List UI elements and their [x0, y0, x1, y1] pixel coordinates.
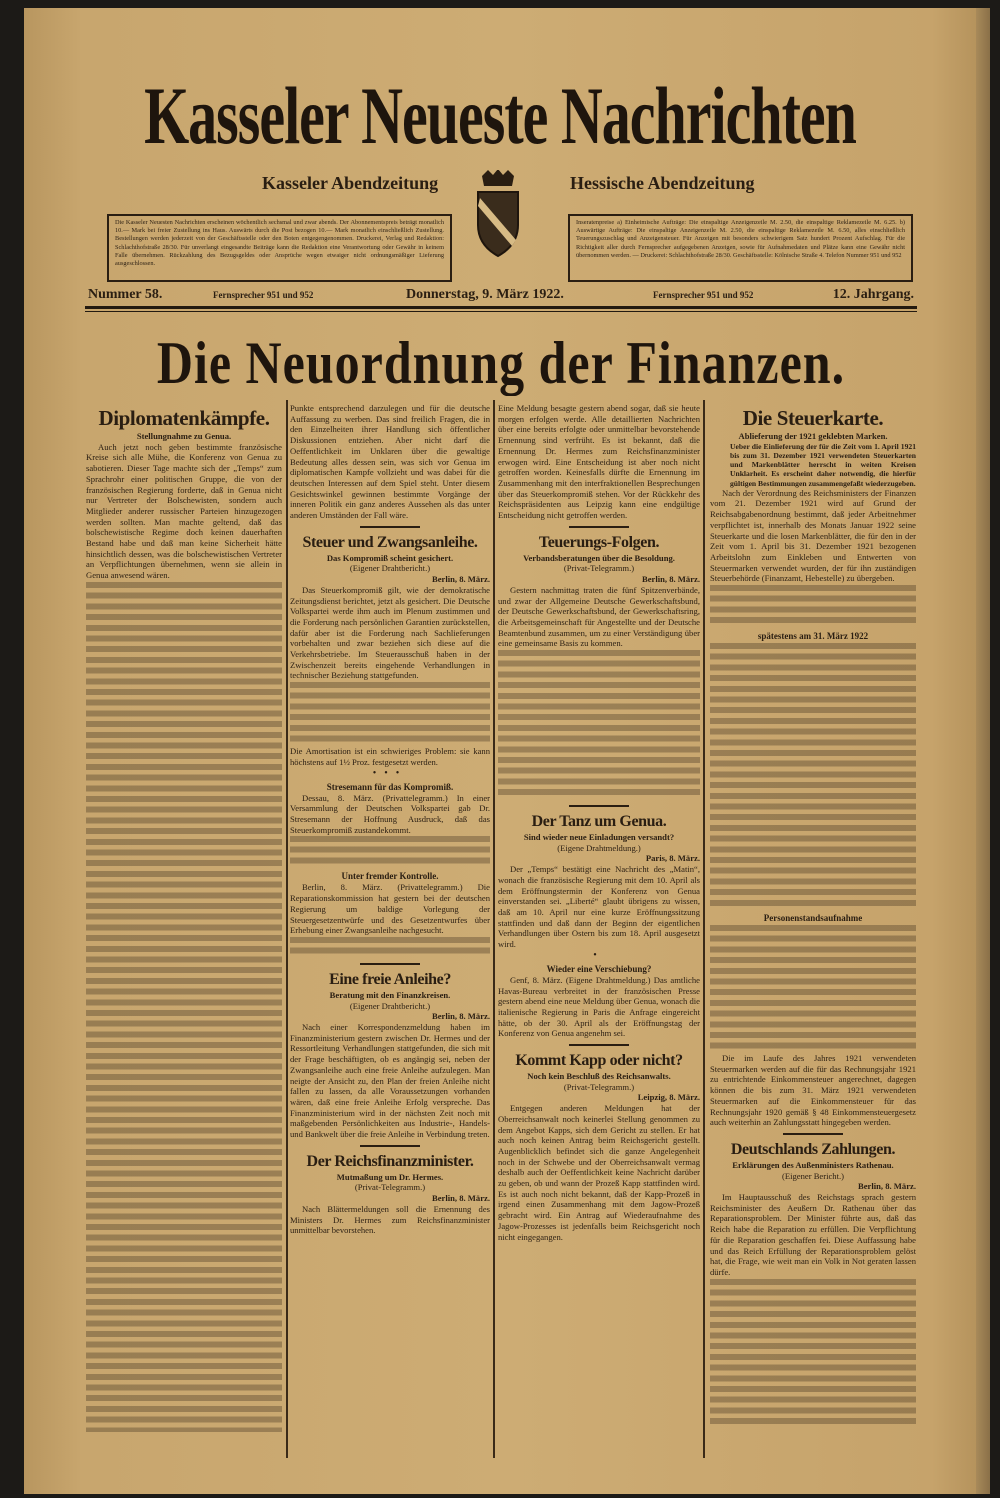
coat-of-arms-icon [468, 170, 528, 260]
article-source: (Eigene Drahtmeldung.) [557, 842, 641, 853]
article-subtitle: Sind wieder neue Einladungen versandt? [523, 832, 675, 843]
article-body: Dessau, 8. März. (Privattelegramm.) In einer Versammlung der Deutschen Volkspartei gab Dr. Stresemann der Hoffnung Ausdruck, daß das Steuerkompromiß zustandekommt. [290, 792, 490, 835]
masthead-subtitle-left: Kasseler Abendzeitung [262, 173, 439, 193]
article-subheading: Unter fremder Kontrolle. [341, 871, 439, 882]
article-source: (Eigener Drahtbericht.) [349, 1000, 431, 1011]
separator [569, 805, 629, 807]
article-body: Genf, 8. März. (Eigene Drahtmeldung.) Das amtliche Havas-Bureau verbreitet in der französischen Presse gestern abend eine neue Meldung über Genua, wonach die italienische Regierung in Paris die Anfrage eingereicht hätte, ob der 30. April als der Eröffnungstag der Konferenz von Genua angenehm sei. [498, 974, 700, 1039]
article-subtitle: Verbandsberatungen über die Besoldung. [523, 552, 675, 563]
article-dateline: Berlin, 8. März. [432, 1011, 490, 1022]
column-divider [703, 400, 705, 1458]
article-dateline: Paris, 8. März. [645, 853, 700, 864]
article-subheading: Stresemann für das Kompromiß. [326, 781, 454, 792]
article-body-continued [290, 836, 490, 868]
masthead-subtitle-right: Hessische Abendzeitung [570, 173, 755, 193]
article-source: (Eigener Bericht.) [781, 1170, 845, 1181]
article-subtitle: Noch kein Beschluß des Reichsanwalts. [527, 1071, 671, 1082]
article-dateline: Berlin, 8. März. [642, 574, 700, 585]
article-title: Kommt Kapp oder nicht? [515, 1052, 683, 1070]
phone-left: Fernsprecher 951 und 952 [213, 290, 314, 300]
article-body-continued [710, 585, 916, 628]
article-body: Die Amortisation ist ein schwieriges Problem: sie kann höchstens auf 1½ Proz. festgesetzt werden. [290, 746, 490, 767]
article-dateline: Berlin, 8. März. [432, 1193, 490, 1204]
article-lead: Ueber die Einlieferung der für die Zeit vom 1. April 1921 bis zum 31. Dezember 1921 verwendeten Steuerkarten und Markenblätter herrscht in weiten Kreisen Unklarheit. Es erscheint daher notwendig, die hierfür gültigen Bestimmungen zusammengefaßt wiederzugeben. [730, 441, 916, 488]
article-source: (Privat-Telegramm.) [563, 563, 635, 574]
article-body: Punkte entsprechend darzulegen und für die deutsche Auffassung zu werben. Das sind freilich Fragen, die in den Einzelheiten ihrer Handlung sich öffentlicher Diskussionen entziehen. Aber nicht darf die Oeffentlichkeit im Unklaren über die gewaltige Bedeutung alles dessen sein, was sich vor Genua im diplomatischen Kampfe vollzieht und was dabei für die deutschen Interessen auf dem Spiel steht. Unter diesem Gesichtswinkel gewinnen bestimmte Vorgänge der inneren Politik ein ganz anderes Aussehen als das unter anderen Umständen der Fall wäre. [290, 403, 490, 521]
article-subtitle: Beratung mit den Finanzkreisen. [329, 989, 451, 1000]
article-body-continued [290, 682, 490, 746]
article-body: Die im Laufe des Jahres 1921 verwendeten Steuermarken werden auf die für das Rechnungsjahr 1921 zu entrichtende Einkommensteuer angerechnet, dagegen können die bis zum 31. März 1921 verwendeten Steuermarken auf die Einkommensteuer für das Rechnungsjahr 1920 gemäß § 48 Einkommensteuergesetz auch weiterhin an Zahlungsstatt hingegeben werden. [710, 1053, 916, 1128]
subscription-info-box: Die Kasseler Neuesten Nachrichten erscheinen wöchentlich sechsmal und zwar abends. Der Abonnementspreis beträgt monatlich 10.— Mark bei freier Zustellung ins Haus. Auswärts durch die Post bezogen 10.— Mark monatlich einschließlich Zustellung. Bestellungen werden jederzeit von der Geschäftsstelle oder den Boten entgegengenommen. Druckerei, Verlag und Redaktion: Schlachthofstraße 28/30. Für unverlangt eingesandte Beiträge kann die Redaktion eine Verantwortung oder Gewähr in keinem Falle übernehmen. Rückzahlung des Bezugsgeldes oder Ansprüche wegen etwaiger nicht ordnungsmäßiger Lieferung ausgeschlossen. [107, 214, 452, 282]
page-edge [976, 8, 990, 1494]
column-3 [498, 403, 700, 1242]
column-4 [710, 403, 916, 1429]
separator [783, 1133, 843, 1135]
article-body-continued [290, 937, 490, 958]
article-title: Eine freie Anleihe? [329, 970, 451, 988]
article-body-continued [710, 1279, 916, 1429]
article-deadline: spätestens am 31. März 1922 [757, 631, 869, 642]
article-subheading: Personenstandsaufnahme [763, 913, 863, 924]
separator [360, 1145, 420, 1147]
article-subtitle: Erklärungen des Außenministers Rathenau. [732, 1159, 894, 1170]
article-body: Nach einer Korrespondenzmeldung haben im Finanzministerium gestern zwischen Dr. Hermes und der Ressortleitung Verhandlungen stattgefunden, die sich mit der Frage beschäftigten, ob es angängig sei, neben der Zwangsanleihe auch eine freie Anleihe aufzulegen. Man neigte der Ansicht zu, den Plan der freien Anleihe nicht fallen zu lassen, da alle Voraussetzungen vorhanden wären, daß eine freie Anleihe Erfolg verspreche. Das Finanzministerium wird in der nächsten Zeit noch mit maßgebenden Persönlichkeiten aus Industrie-, Handels- und Bankwelt über die freie Anleihe in Verbindung treten. [290, 1022, 490, 1140]
article-body: Gestern nachmittag traten die fünf Spitzenverbände, und zwar der Allgemeine Deutsche Gewerkschaftsbund, der Deutsche Gewerkschaftsbund, der Gewerkschaftsring, die Arbeitsgemeinschaft für Angestellte und der Deutsche Beamtenbund zusammen, um zu einer Verständigung über eine gemeinsame Basis zu kommen. [498, 584, 700, 649]
article-title: Diplomatenkämpfe. [98, 406, 270, 430]
column-2 [290, 403, 490, 1236]
advertising-rates-box: Inseratenpreise a) Einheimische Aufträge: Die einspaltige Anzeigenzeile M. 2.50, die einspaltige Reklamezeile M. 6.25. b) Auswärtige Aufträge: Die einspaltige Anzeigenzeile M. 2.50, die einspaltige Reklamezeile M. 6.50, alles einschließlich Teuerungszuschlag und Anzeigensteuer. Für Anzeigen mit besonders schwierigem Satz hundert Prozent Aufschlag. Für die Richtigkeit aller durch Fernsprecher aufgegebenen Anzeigen, sowie für Aufnahmedaten und Plätze kann eine Gewähr nicht übernommen werden. — Druckerei: Schlachthofstraße 28/30. Geschäftsstelle: Kölnische Straße 4. Telefon Nummer 951 und 952 [568, 214, 913, 282]
article-body: Berlin, 8. März. (Privattelegramm.) Die Reparationskommission hat gestern bei der deutschen Regierung um baldige Vorlegung der Steuergesetzentwürfe und des Gesetzentwurfes über Erhebung einer Zwangsanleihe nachgesucht. [290, 882, 490, 936]
phone-right: Fernsprecher 951 und 952 [653, 290, 754, 300]
article-source: (Privat-Telegramm.) [354, 1182, 426, 1193]
article-body: Entgegen anderen Meldungen hat der Oberreichsanwalt noch keinerlei Stellung genommen zu dem Angebot Kapps, sich dem Gericht zu stellen. Er hat auch noch keinen Antrag beim Reichsgericht gestellt. Augenblicklich befindet sich die ganze Angelegenheit noch in der Schwebe und der Oberreichsanwalt vermag deshalb auch der Oeffentlichkeit keine Nachricht darüber zu geben, ob und wann der Prozeß Kapp stattfinden wird. Es ist auch noch nicht bekannt, daß der Kapp-Prozeß in irgend einen Zusammenhang mit dem Jagow-Prozeß gebracht wird. Ein Antrag auf Wiederaufnahme des Jagow-Prozesses ist jedenfalls beim Reichsgericht noch nicht eingegangen. [498, 1103, 700, 1242]
article-subtitle: Das Kompromiß scheint gesichert. [326, 552, 454, 563]
column-1 [86, 403, 282, 1432]
article-subtitle: Ablieferung der 1921 geklebten Marken. [738, 431, 888, 441]
article-body: Im Hauptausschuß des Reichstags sprach gestern Reichsminister des Aeußern Dr. Rathenau über das Reparationsproblem. Der Minister führte aus, daß das Reich habe die Reparation zu erfüllen. Die Verpflichtung für die Reparation geschaffen fei. Diese Auffassung habe und das Reich Erfüllung der Reparationsproblem gelöst hat, die Frage, wie weit man ein Volk in Not geraten lassen dürfe. [710, 1192, 916, 1277]
article-source: (Privat-Telegramm.) [563, 1081, 635, 1092]
dateline [88, 287, 914, 303]
separator [360, 526, 420, 528]
article-source: (Eigener Drahtbericht.) [349, 563, 431, 574]
volume-year: 12. Jahrgang. [832, 287, 914, 302]
article-body: Eine Meldung besagte gestern abend sogar, daß sie heute morgen erfolgen werde. Alle detaillierten Nachrichten über eine bereits erfolgte oder unmittelbar bevorstehende Ernennung sind verfrüht. Es ist bekannt, daß die Ernennung Dr. Hermes zum Reichsfinanzminister erwogen wird. Eine Entscheidung ist aber noch nicht getroffen worden. Keinesfalls dürfte die Ernennung im Zusammenhang mit den interfraktionellen Besprechungen über das Steuerkompromiß stehen. Vor der Rückkehr des Reichspräsidenten aus Leipzig kann eine endgültige Entscheidung nicht getroffen werden. [498, 403, 700, 521]
article-subtitle: Mutmaßung um Dr. Hermes. [336, 1171, 444, 1182]
column-divider [493, 400, 495, 1458]
article-title: Die Steuerkarte. [742, 406, 884, 430]
divider [85, 306, 917, 309]
article-body-continued [498, 650, 700, 800]
article-body-continued [710, 925, 916, 1053]
article-body: Der „Temps“ bestätigt eine Nachricht des „Matin“, wonach die französische Regierung mit dem 10. April als dem Eröffnungstermin der Konferenz von Genua einverstanden sei. „Liberté“ glaubt übrigens zu wissen, daß am 10. April nur eine kurze Eröffnungssitzung stattfinden und daß dann der Beginn der eigentlichen Verhandlungen über Ostern bis zum 18. April ausgesetzt wird. [498, 864, 700, 950]
article-title: Steuer und Zwangsanleihe. [302, 533, 478, 551]
main-headline: Die Neuordnung der Finanzen. [156, 328, 846, 396]
article-body: Auch jetzt noch geben bestimmte französische Kreise sich alle Mühe, die Konferenz von Genua zu sabotieren. Dieser Tage machte sich der „Temps“ zum Sprachrohr einer politischen Gruppe, die von der französischen Regierung forderte, daß in Genua nicht nur Vertreter der Bolschewisten, sondern auch Mitglieder anderer russischer Parteien hinzugezogen werden sollten. Man machte geltend, daß das bolschewistische Regime doch keinen dauerhaften Bestand habe und daß man keine Sicherheit hätte hinsichtlich dessen, was die bolschewistischen Vertreter an Verpflichtungen übernehmen, wenn sie allein in Genua anwesend wären. [86, 441, 282, 581]
article-body: Das Steuerkompromiß gilt, wie der demokratische Zeitungsdienst berichtet, jetzt als gesichert. Die Deutsche Volkspartei werde ihm auch im Plenum zustimmen und die Forderung nach persönlichen Garantien zurückstellen, dafür aber ist die Forderung nach Sachlieferungen vorbehalten und zwar beziehen sich diese auf die Verkehrsbetriebe. Im Steuerausschuß haben in der Zwischenzeit bereits eingehende Verhandlungen in technischer Beziehung stattgefunden. [290, 584, 490, 681]
article-dateline: Berlin, 8. März. [858, 1181, 916, 1192]
article-dateline: Leipzig, 8. März. [637, 1092, 700, 1103]
separator [569, 526, 629, 528]
article-title: Der Tanz um Genua. [531, 813, 667, 831]
column-divider [286, 400, 288, 1458]
separator [360, 963, 420, 965]
newspaper-masthead-title: Kasseler Neueste Nachrichten [144, 70, 856, 161]
article-subtitle: Stellungnahme zu Genua. [136, 431, 232, 441]
issue-number: Nummer 58. [88, 287, 163, 302]
section-dots: • [593, 949, 605, 961]
article-title: Der Reichsfinanzminister. [306, 1152, 474, 1170]
article-title: Teuerungs-Folgen. [538, 533, 660, 551]
article-body-continued [710, 643, 916, 910]
article-subheading: Wieder eine Verschiebung? [546, 963, 652, 974]
section-dots: ••• [372, 767, 408, 779]
separator [569, 1044, 629, 1046]
article-title: Deutschlands Zahlungen. [730, 1140, 896, 1158]
issue-date: Donnerstag, 9. März 1922. [406, 287, 564, 302]
article-body: Nach Blättermeldungen soll die Ernennung des Ministers Dr. Hermes zum Reichsfinanzminister unmittelbar bevorstehen. [290, 1203, 490, 1236]
article-body-continued [86, 582, 282, 1432]
article-dateline: Berlin, 8. März. [432, 574, 490, 585]
article-body: Nach der Verordnung des Reichsministers der Finanzen vom 21. Dezember 1921 wird auf Grund der Reichsabgabenordnung bestimmt, daß jeder Arbeitnehmer verpflichtet ist, innerhalb des Monats Januar 1922 seine Steuerkarte und die losen Markenblätter, die für den in der Zeit vom 1. April bis 31. Dezember 1921 bezogenen Arbeitslohn zum Einkleben und Entwerten von Steuermarken verwendet wurden, der für ihn zuständigen Steuerbehörde (Finanzamt, Hebestelle) zu übergeben. [710, 487, 916, 584]
divider [85, 311, 917, 312]
